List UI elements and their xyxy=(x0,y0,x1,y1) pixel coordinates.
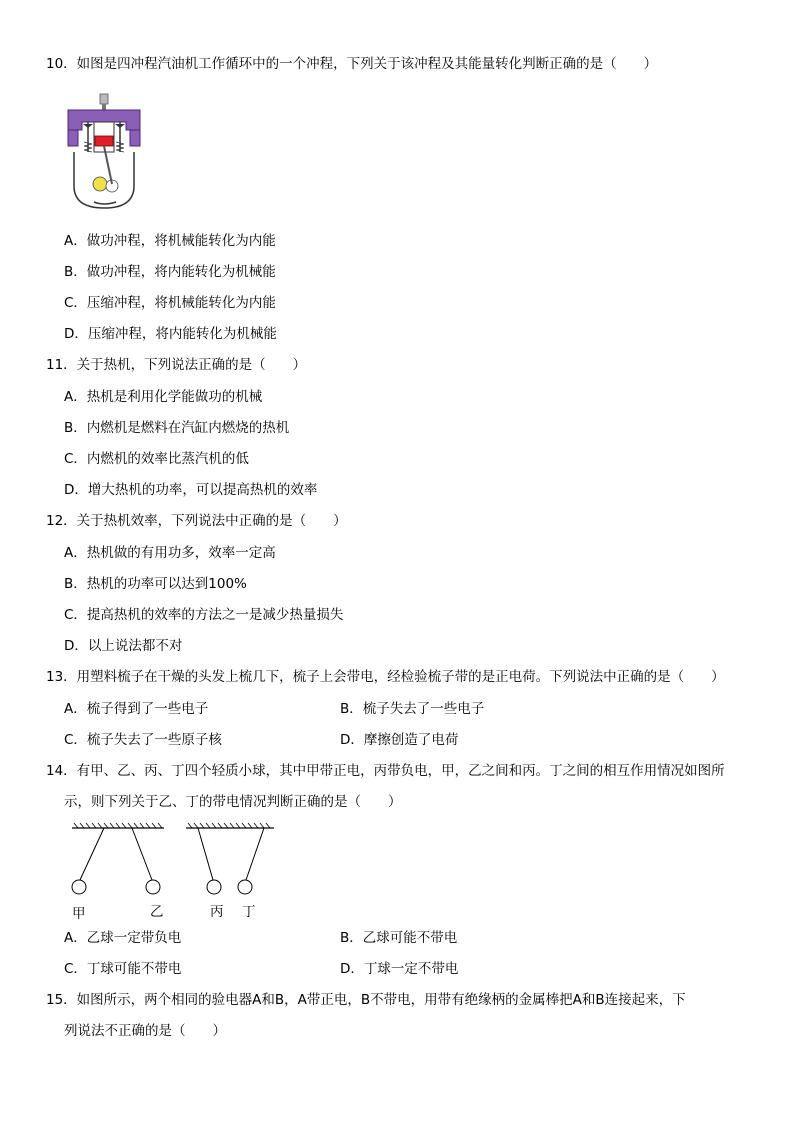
question-15-stem-line1: 15．如图所示，两个相同的验电器A和B，A带正电，B不带电，用带有绝缘柄的金属棒把A和B连接起来，下 xyxy=(46,992,686,1008)
q13-option-a: A．梳子得到了一些电子 xyxy=(64,701,209,717)
q14-option-d: D．丁球一定不带电 xyxy=(340,961,459,977)
q12-option-b: B．热机的功率可以达到100% xyxy=(64,576,247,592)
ball-label-ding: 丁 xyxy=(242,904,256,920)
question-13-stem: 13．用塑料梳子在干燥的头发上梳几下，梳子上会带电，经检验梳子带的是正电荷。下列说法中正确的是（ ） xyxy=(46,669,725,685)
q13-option-c: C．梳子失去了一些原子核 xyxy=(64,732,222,748)
q14-option-b: B．乙球可能不带电 xyxy=(340,930,458,946)
q12-option-d: D．以上说法都不对 xyxy=(64,638,183,654)
q10-option-a: A．做功冲程，将机械能转化为内能 xyxy=(64,233,276,249)
q14-option-c: C．丁球可能不带电 xyxy=(64,961,182,977)
question-14-stem-line1: 14．有甲、乙、丙、丁四个轻质小球，其中甲带正电，丙带负电，甲，乙之间和丙。丁之间的相互作用情况如图所 xyxy=(46,763,725,779)
q13-option-d: D．摩擦创造了电荷 xyxy=(340,732,459,748)
q12-option-a: A．热机做的有用功多，效率一定高 xyxy=(64,545,276,561)
hanging-balls-diagram xyxy=(68,820,280,900)
ball-label-yi: 乙 xyxy=(150,904,164,920)
q10-option-c: C．压缩冲程，将机械能转化为内能 xyxy=(64,295,276,311)
q13-option-b: B．梳子失去了一些电子 xyxy=(340,701,485,717)
question-10-stem: 10．如图是四冲程汽油机工作循环中的一个冲程，下列关于该冲程及其能量转化判断正确的是（ ） xyxy=(46,56,658,72)
ball-label-bing: 丙 xyxy=(210,904,224,920)
q11-option-a: A．热机是利用化学能做功的机械 xyxy=(64,389,263,405)
q11-option-b: B．内燃机是燃料在汽缸内燃烧的热机 xyxy=(64,420,290,436)
q10-option-b: B．做功冲程，将内能转化为机械能 xyxy=(64,264,276,280)
question-12-stem: 12．关于热机效率，下列说法中正确的是（ ） xyxy=(46,513,347,529)
engine-diagram xyxy=(64,90,144,214)
question-14-stem-line2: 示，则下列关于乙、丁的带电情况判断正确的是（ ） xyxy=(64,794,402,810)
ball-label-jia: 甲 xyxy=(72,906,86,922)
q10-option-d: D．压缩冲程，将内能转化为机械能 xyxy=(64,326,277,342)
q14-option-a: A．乙球一定带负电 xyxy=(64,930,182,946)
question-15-stem-line2: 列说法不正确的是（ ） xyxy=(64,1023,226,1039)
q11-option-d: D．增大热机的功率，可以提高热机的效率 xyxy=(64,482,318,498)
q11-option-c: C．内燃机的效率比蒸汽机的低 xyxy=(64,451,249,467)
q12-option-c: C．提高热机的效率的方法之一是减少热量损失 xyxy=(64,607,344,623)
question-11-stem: 11．关于热机，下列说法正确的是（ ） xyxy=(46,357,307,373)
